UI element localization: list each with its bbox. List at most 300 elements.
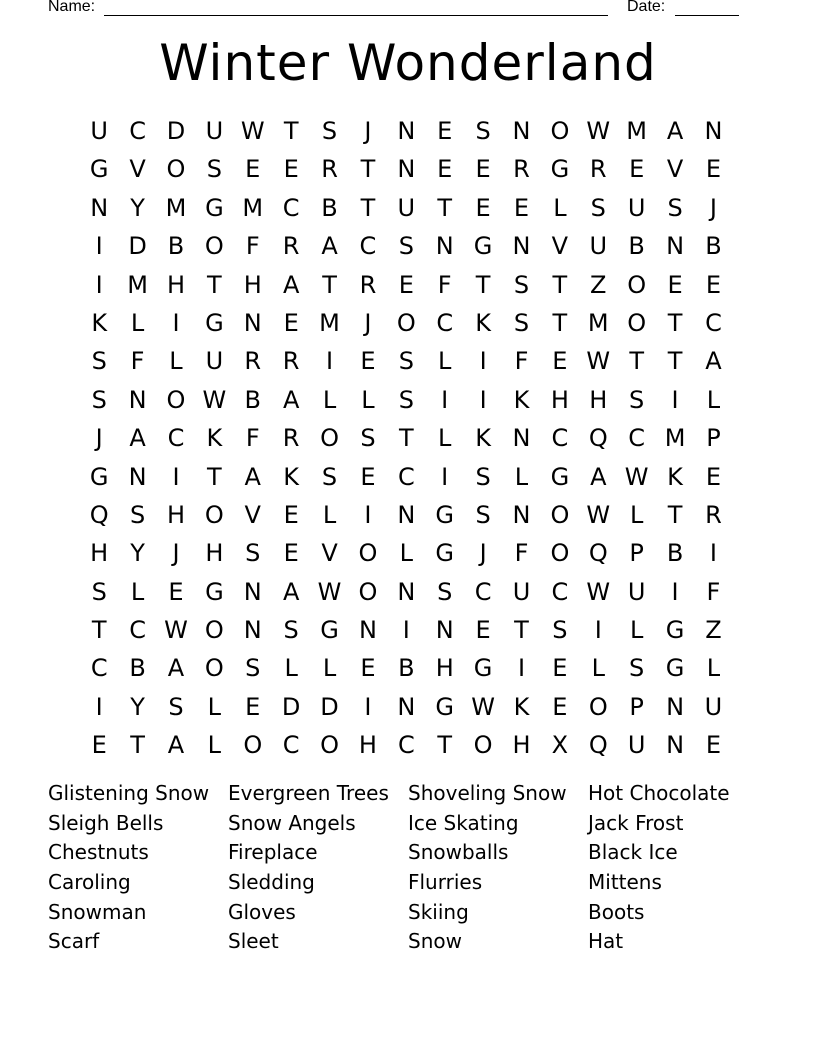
grid-letter[interactable]: O bbox=[550, 539, 570, 568]
date-blank-line[interactable] bbox=[675, 15, 739, 16]
grid-letter[interactable]: E bbox=[667, 270, 683, 299]
grid-letter[interactable]: F bbox=[514, 539, 529, 568]
grid-letter[interactable]: Z bbox=[590, 270, 607, 299]
grid-letter[interactable]: C bbox=[551, 424, 569, 453]
grid-letter[interactable]: B bbox=[244, 385, 261, 414]
grid-letter[interactable]: T bbox=[398, 424, 414, 453]
grid-letter[interactable]: V bbox=[129, 155, 146, 184]
grid-letter[interactable]: H bbox=[512, 731, 531, 760]
grid-letter[interactable]: E bbox=[283, 308, 299, 337]
grid-letter[interactable]: T bbox=[667, 500, 683, 529]
grid-letter[interactable]: M bbox=[626, 117, 648, 145]
grid-letter[interactable]: R bbox=[282, 424, 300, 453]
grid-letter[interactable]: O bbox=[358, 577, 378, 606]
grid-letter[interactable]: C bbox=[705, 308, 722, 337]
grid-letter[interactable]: C bbox=[628, 424, 646, 453]
grid-letter[interactable]: I bbox=[671, 385, 679, 414]
grid-letter[interactable]: S bbox=[360, 424, 376, 453]
grid-letter[interactable]: U bbox=[205, 347, 224, 376]
grid-letter[interactable]: B bbox=[705, 232, 722, 261]
grid-letter[interactable]: I bbox=[95, 692, 103, 721]
grid-letter[interactable]: L bbox=[130, 308, 145, 337]
grid-letter[interactable]: V bbox=[321, 539, 338, 568]
grid-letter[interactable]: L bbox=[284, 654, 298, 683]
grid-letter[interactable]: O bbox=[627, 308, 647, 337]
grid-letter[interactable]: I bbox=[326, 347, 334, 376]
grid-letter[interactable]: P bbox=[706, 424, 721, 453]
grid-letter[interactable]: N bbox=[704, 117, 723, 145]
grid-letter[interactable]: O bbox=[204, 616, 224, 645]
grid-letter[interactable]: S bbox=[513, 270, 530, 299]
grid-letter[interactable]: V bbox=[551, 232, 569, 261]
grid-letter[interactable]: L bbox=[130, 577, 145, 606]
grid-letter[interactable]: H bbox=[205, 539, 224, 568]
grid-letter[interactable]: O bbox=[204, 654, 224, 683]
grid-letter[interactable]: D bbox=[281, 692, 301, 721]
grid-letter[interactable]: E bbox=[283, 155, 299, 184]
grid-letter[interactable]: S bbox=[321, 462, 338, 491]
grid-letter[interactable]: K bbox=[283, 462, 300, 491]
grid-letter[interactable]: S bbox=[629, 654, 645, 683]
grid-letter[interactable]: G bbox=[665, 654, 685, 683]
grid-letter[interactable]: G bbox=[473, 654, 493, 683]
grid-letter[interactable]: O bbox=[320, 424, 339, 453]
grid-letter[interactable]: G bbox=[550, 462, 570, 491]
grid-letter[interactable]: A bbox=[167, 654, 185, 683]
grid-letter[interactable]: R bbox=[513, 155, 530, 184]
grid-letter[interactable]: T bbox=[552, 308, 568, 337]
grid-letter[interactable]: L bbox=[629, 500, 644, 529]
grid-letter[interactable]: S bbox=[513, 308, 530, 337]
grid-letter[interactable]: H bbox=[358, 731, 377, 760]
grid-letter[interactable]: T bbox=[283, 117, 299, 145]
grid-letter[interactable]: G bbox=[205, 193, 224, 222]
grid-letter[interactable]: E bbox=[475, 193, 491, 222]
grid-letter[interactable]: H bbox=[166, 500, 185, 529]
grid-letter[interactable]: A bbox=[666, 117, 684, 145]
grid-letter[interactable]: T bbox=[629, 347, 644, 376]
word-bank-item: Sledding bbox=[228, 870, 315, 895]
grid-letter[interactable]: L bbox=[514, 462, 529, 491]
grid-letter[interactable]: W bbox=[586, 500, 611, 529]
grid-letter[interactable]: I bbox=[364, 500, 372, 529]
grid-letter[interactable]: T bbox=[360, 155, 376, 184]
grid-letter[interactable]: I bbox=[479, 347, 487, 376]
grid-letter[interactable]: W bbox=[586, 577, 611, 606]
grid-letter[interactable]: G bbox=[435, 500, 455, 529]
grid-letter[interactable]: J bbox=[364, 308, 372, 337]
grid-letter[interactable]: T bbox=[437, 731, 453, 760]
grid-letter[interactable]: Q bbox=[89, 500, 109, 529]
grid-letter[interactable]: P bbox=[629, 692, 644, 721]
grid-letter[interactable]: T bbox=[91, 616, 107, 645]
grid-letter[interactable]: V bbox=[244, 500, 261, 529]
grid-letter[interactable]: L bbox=[207, 692, 222, 721]
grid-letter[interactable]: G bbox=[89, 155, 109, 184]
grid-letter[interactable]: E bbox=[552, 692, 568, 721]
grid-letter[interactable]: F bbox=[437, 270, 452, 299]
grid-letter[interactable]: K bbox=[513, 385, 530, 414]
grid-letter[interactable]: N bbox=[397, 577, 416, 606]
grid-letter[interactable]: N bbox=[358, 616, 377, 645]
grid-letter[interactable]: W bbox=[164, 616, 188, 645]
grid-letter[interactable]: E bbox=[245, 155, 261, 184]
grid-letter[interactable]: S bbox=[629, 385, 645, 414]
grid-letter[interactable]: E bbox=[629, 155, 645, 184]
grid-letter[interactable]: T bbox=[667, 347, 683, 376]
grid-letter[interactable]: C bbox=[90, 654, 108, 683]
grid-letter[interactable]: C bbox=[397, 731, 415, 760]
grid-letter[interactable]: O bbox=[320, 731, 339, 760]
grid-letter[interactable]: I bbox=[95, 270, 103, 299]
grid-letter[interactable]: G bbox=[320, 616, 339, 645]
grid-letter[interactable]: S bbox=[321, 117, 338, 145]
grid-letter[interactable]: W bbox=[586, 347, 611, 376]
grid-letter[interactable]: S bbox=[206, 155, 222, 184]
grid-letter[interactable]: I bbox=[517, 654, 526, 683]
grid-letter[interactable]: D bbox=[128, 232, 147, 261]
grid-letter[interactable]: C bbox=[436, 308, 454, 337]
grid-letter[interactable]: O bbox=[204, 500, 224, 529]
grid-letter[interactable]: S bbox=[245, 654, 261, 683]
grid-letter[interactable]: N bbox=[90, 193, 109, 222]
grid-letter[interactable]: L bbox=[322, 500, 337, 529]
grid-letter[interactable]: N bbox=[128, 462, 147, 491]
grid-letter[interactable]: J bbox=[709, 193, 717, 222]
word-bank-item: Gloves bbox=[228, 899, 296, 924]
grid-letter[interactable]: W bbox=[471, 692, 495, 721]
grid-letter[interactable]: R bbox=[321, 155, 338, 184]
grid-letter[interactable]: T bbox=[667, 308, 683, 337]
grid-letter[interactable]: R bbox=[589, 155, 607, 184]
grid-letter[interactable]: T bbox=[207, 270, 222, 299]
grid-letter[interactable]: L bbox=[169, 347, 183, 376]
grid-letter[interactable]: F bbox=[706, 577, 721, 606]
grid-letter[interactable]: E bbox=[360, 347, 376, 376]
grid-letter[interactable]: B bbox=[398, 654, 415, 683]
grid-letter[interactable]: S bbox=[91, 577, 107, 606]
grid-letter[interactable]: L bbox=[438, 424, 452, 453]
grid-letter[interactable]: N bbox=[243, 616, 262, 645]
grid-letter[interactable]: M bbox=[664, 424, 686, 453]
grid-letter[interactable]: C bbox=[282, 731, 300, 760]
grid-letter[interactable]: R bbox=[282, 347, 300, 376]
word-search-grid bbox=[80, 112, 734, 765]
word-bank-item: Snow bbox=[408, 929, 462, 954]
grid-letter[interactable]: S bbox=[283, 616, 299, 645]
grid-letter[interactable]: O bbox=[473, 731, 493, 760]
grid-letter[interactable]: E bbox=[360, 462, 376, 491]
grid-letter[interactable]: X bbox=[551, 731, 569, 760]
grid-letter[interactable]: T bbox=[322, 270, 337, 299]
grid-letter[interactable]: T bbox=[207, 462, 222, 491]
grid-letter[interactable]: Y bbox=[130, 539, 145, 568]
grid-letter[interactable]: O bbox=[396, 308, 416, 337]
grid-letter[interactable]: I bbox=[402, 616, 410, 645]
grid-letter[interactable]: L bbox=[553, 193, 567, 222]
grid-letter[interactable]: E bbox=[552, 347, 568, 376]
grid-letter[interactable]: U bbox=[704, 692, 723, 721]
grid-letter[interactable]: N bbox=[397, 117, 416, 145]
grid-letter[interactable]: N bbox=[512, 424, 531, 453]
grid-letter[interactable]: N bbox=[666, 232, 685, 261]
word-bank-item: Fireplace bbox=[228, 840, 318, 865]
grid-letter[interactable]: U bbox=[512, 577, 531, 606]
grid-letter[interactable]: E bbox=[705, 270, 722, 299]
grid-letter[interactable]: G bbox=[435, 692, 455, 721]
grid-letter[interactable]: O bbox=[550, 117, 570, 145]
grid-letter[interactable]: F bbox=[245, 424, 260, 453]
worksheet-header bbox=[0, 0, 816, 20]
grid-letter[interactable]: P bbox=[629, 539, 644, 568]
grid-letter[interactable]: R bbox=[282, 232, 300, 261]
grid-letter[interactable]: B bbox=[167, 232, 185, 261]
grid-letter[interactable]: K bbox=[513, 692, 530, 721]
grid-letter[interactable]: Q bbox=[588, 731, 608, 760]
grid-letter[interactable]: B bbox=[666, 539, 684, 568]
grid-letter[interactable]: S bbox=[129, 500, 146, 529]
grid-letter[interactable]: T bbox=[437, 193, 453, 222]
grid-letter[interactable]: L bbox=[399, 539, 413, 568]
grid-letter[interactable]: O bbox=[204, 232, 224, 261]
grid-letter[interactable]: S bbox=[475, 117, 491, 145]
grid-letter[interactable]: S bbox=[475, 500, 491, 529]
grid-letter[interactable]: N bbox=[512, 117, 531, 145]
grid-letter[interactable]: K bbox=[475, 424, 491, 453]
grid-letter[interactable]: E bbox=[437, 117, 453, 145]
grid-letter[interactable]: A bbox=[705, 347, 722, 376]
grid-letter[interactable]: G bbox=[435, 539, 455, 568]
grid-letter[interactable]: J bbox=[95, 424, 103, 453]
grid-letter[interactable]: E bbox=[91, 731, 107, 760]
grid-letter[interactable]: O bbox=[358, 539, 378, 568]
grid-letter[interactable]: N bbox=[397, 155, 416, 184]
grid-letter[interactable]: M bbox=[127, 270, 148, 299]
grid-letter[interactable]: G bbox=[665, 616, 685, 645]
grid-letter[interactable]: I bbox=[479, 385, 487, 414]
grid-letter[interactable]: A bbox=[129, 424, 146, 453]
grid-letter[interactable]: S bbox=[398, 347, 414, 376]
grid-letter[interactable]: V bbox=[666, 155, 684, 184]
grid-letter[interactable]: D bbox=[166, 117, 186, 145]
grid-letter[interactable]: W bbox=[624, 462, 649, 491]
grid-letter[interactable]: U bbox=[589, 232, 608, 261]
grid-letter[interactable]: B bbox=[321, 193, 338, 222]
grid-letter[interactable]: S bbox=[398, 385, 414, 414]
grid-letter[interactable]: G bbox=[89, 462, 109, 491]
grid-letter[interactable]: W bbox=[202, 385, 227, 414]
grid-letter[interactable]: R bbox=[705, 500, 722, 529]
grid-letter[interactable]: H bbox=[589, 385, 608, 414]
grid-letter[interactable]: E bbox=[360, 654, 376, 683]
grid-letter[interactable]: I bbox=[95, 232, 103, 261]
grid-letter[interactable]: E bbox=[513, 193, 530, 222]
grid-letter[interactable]: K bbox=[91, 308, 108, 337]
grid-letter[interactable]: O bbox=[627, 270, 647, 299]
grid-letter[interactable]: I bbox=[441, 385, 449, 414]
grid-letter[interactable]: N bbox=[243, 308, 262, 337]
grid-letter[interactable]: G bbox=[205, 308, 224, 337]
grid-letter[interactable]: L bbox=[361, 385, 375, 414]
grid-letter[interactable]: J bbox=[364, 117, 372, 145]
grid-letter[interactable]: E bbox=[705, 731, 722, 760]
grid-letter[interactable]: E bbox=[245, 692, 261, 721]
grid-letter[interactable]: C bbox=[282, 193, 300, 222]
grid-letter[interactable]: D bbox=[320, 692, 339, 721]
grid-letter[interactable]: U bbox=[627, 577, 646, 606]
grid-letter[interactable]: C bbox=[397, 462, 415, 491]
word-bank-item: Jack Frost bbox=[588, 810, 684, 835]
grid-letter[interactable]: S bbox=[245, 539, 261, 568]
grid-letter[interactable]: M bbox=[319, 308, 340, 337]
grid-letter[interactable]: S bbox=[590, 193, 606, 222]
grid-letter[interactable]: A bbox=[244, 462, 261, 491]
grid-letter[interactable]: S bbox=[667, 193, 683, 222]
grid-letter[interactable]: H bbox=[243, 270, 262, 299]
grid-letter[interactable]: H bbox=[550, 385, 569, 414]
grid-letter[interactable]: O bbox=[166, 385, 186, 414]
grid-letter[interactable]: A bbox=[590, 462, 607, 491]
grid-letter[interactable]: I bbox=[594, 616, 602, 645]
grid-letter[interactable]: L bbox=[629, 616, 644, 645]
grid-letter[interactable]: G bbox=[473, 232, 493, 261]
grid-letter[interactable]: O bbox=[243, 731, 263, 760]
grid-letter[interactable]: U bbox=[90, 117, 108, 145]
grid-letter[interactable]: M bbox=[242, 193, 264, 222]
grid-letter[interactable]: J bbox=[172, 539, 180, 568]
grid-letter[interactable]: J bbox=[479, 539, 487, 568]
grid-letter[interactable]: W bbox=[317, 577, 342, 606]
grid-letter[interactable]: I bbox=[441, 462, 449, 491]
grid-letter[interactable]: L bbox=[438, 347, 452, 376]
grid-letter[interactable]: Q bbox=[588, 539, 608, 568]
grid-letter[interactable]: C bbox=[359, 232, 377, 261]
grid-letter[interactable]: I bbox=[172, 462, 180, 491]
grid-letter[interactable]: U bbox=[627, 731, 646, 760]
grid-letter[interactable]: S bbox=[91, 385, 107, 414]
grid-letter[interactable]: N bbox=[435, 232, 454, 261]
grid-letter[interactable]: N bbox=[397, 500, 416, 529]
grid-letter[interactable]: N bbox=[666, 692, 685, 721]
grid-letter[interactable]: T bbox=[475, 270, 491, 299]
grid-letter[interactable]: U bbox=[205, 117, 224, 145]
grid-letter[interactable]: B bbox=[628, 232, 645, 261]
grid-letter[interactable]: C bbox=[551, 577, 569, 606]
grid-letter[interactable]: E bbox=[398, 270, 414, 299]
word-bank-item: Glistening Snow bbox=[48, 781, 210, 805]
grid-row bbox=[80, 611, 734, 649]
grid-letter[interactable]: G bbox=[550, 155, 570, 184]
grid-letter[interactable]: N bbox=[435, 616, 454, 645]
grid-letter[interactable]: I bbox=[172, 308, 180, 337]
name-blank-line[interactable] bbox=[104, 15, 608, 16]
grid-letter[interactable]: S bbox=[168, 692, 184, 721]
grid-letter[interactable]: A bbox=[321, 232, 338, 261]
grid-letter[interactable]: T bbox=[514, 616, 529, 645]
grid-letter[interactable]: A bbox=[167, 731, 185, 760]
grid-letter[interactable]: E bbox=[168, 577, 184, 606]
grid-letter[interactable]: O bbox=[550, 500, 570, 529]
grid-letter[interactable]: E bbox=[283, 539, 299, 568]
grid-letter[interactable]: I bbox=[671, 577, 679, 606]
grid-letter[interactable]: L bbox=[322, 654, 337, 683]
grid-letter[interactable]: A bbox=[282, 270, 300, 299]
grid-letter[interactable]: T bbox=[552, 270, 568, 299]
grid-letter[interactable]: Q bbox=[588, 424, 608, 453]
grid-letter[interactable]: O bbox=[166, 155, 186, 184]
grid-letter[interactable]: F bbox=[514, 347, 529, 376]
grid-letter[interactable]: E bbox=[705, 462, 722, 491]
grid-letter[interactable]: L bbox=[322, 385, 337, 414]
grid-letter[interactable]: S bbox=[475, 462, 491, 491]
grid-letter[interactable]: N bbox=[397, 692, 416, 721]
grid-letter[interactable]: L bbox=[706, 654, 721, 683]
grid-letter[interactable]: E bbox=[475, 155, 491, 184]
grid-letter[interactable]: A bbox=[282, 385, 300, 414]
grid-letter[interactable]: Z bbox=[705, 616, 722, 645]
grid-letter[interactable]: E bbox=[437, 155, 453, 184]
grid-letter[interactable]: K bbox=[206, 424, 223, 453]
grid-letter[interactable]: O bbox=[588, 692, 608, 721]
grid-letter[interactable]: N bbox=[512, 500, 531, 529]
grid-letter[interactable]: H bbox=[90, 539, 109, 568]
grid-letter[interactable]: H bbox=[435, 654, 454, 683]
grid-letter[interactable]: K bbox=[667, 462, 683, 491]
grid-letter[interactable]: W bbox=[586, 117, 611, 145]
grid-letter[interactable]: E bbox=[705, 155, 722, 184]
grid-letter[interactable]: N bbox=[243, 577, 262, 606]
grid-letter[interactable]: R bbox=[244, 347, 262, 376]
grid-letter[interactable]: E bbox=[552, 654, 568, 683]
grid-letter[interactable]: G bbox=[205, 577, 224, 606]
grid-letter[interactable]: T bbox=[130, 731, 145, 760]
grid-letter[interactable]: U bbox=[397, 193, 416, 222]
grid-letter[interactable]: H bbox=[166, 270, 185, 299]
grid-letter[interactable]: B bbox=[129, 654, 146, 683]
grid-letter[interactable]: S bbox=[552, 616, 568, 645]
grid-letter[interactable]: L bbox=[591, 654, 605, 683]
grid-letter[interactable]: L bbox=[706, 385, 721, 414]
grid-letter[interactable]: W bbox=[240, 117, 265, 145]
grid-letter[interactable]: Y bbox=[130, 692, 145, 721]
grid-letter[interactable]: E bbox=[283, 500, 299, 529]
grid-letter[interactable]: I bbox=[709, 539, 717, 568]
grid-letter[interactable]: K bbox=[475, 308, 491, 337]
grid-letter[interactable]: C bbox=[129, 616, 146, 645]
grid-letter[interactable]: E bbox=[475, 616, 491, 645]
grid-letter[interactable]: R bbox=[359, 270, 377, 299]
grid-letter[interactable]: F bbox=[245, 232, 260, 261]
grid-letter[interactable]: S bbox=[437, 577, 453, 606]
grid-letter[interactable]: I bbox=[364, 692, 372, 721]
grid-letter[interactable]: N bbox=[512, 232, 531, 261]
grid-letter[interactable]: F bbox=[130, 347, 145, 376]
grid-letter[interactable]: T bbox=[360, 193, 376, 222]
grid-letter[interactable]: C bbox=[129, 117, 146, 145]
grid-letter[interactable]: N bbox=[666, 731, 685, 760]
grid-letter[interactable]: S bbox=[91, 347, 107, 376]
grid-letter[interactable]: A bbox=[282, 577, 300, 606]
grid-letter[interactable]: C bbox=[474, 577, 492, 606]
grid-letter[interactable]: M bbox=[165, 193, 187, 222]
grid-letter[interactable]: N bbox=[128, 385, 147, 414]
grid-letter[interactable]: L bbox=[207, 731, 222, 760]
grid-letter[interactable]: U bbox=[627, 193, 646, 222]
grid-letter[interactable]: S bbox=[398, 232, 414, 261]
grid-letter[interactable]: M bbox=[587, 308, 609, 337]
grid-letter[interactable]: C bbox=[167, 424, 185, 453]
grid-letter[interactable]: Y bbox=[130, 193, 145, 222]
